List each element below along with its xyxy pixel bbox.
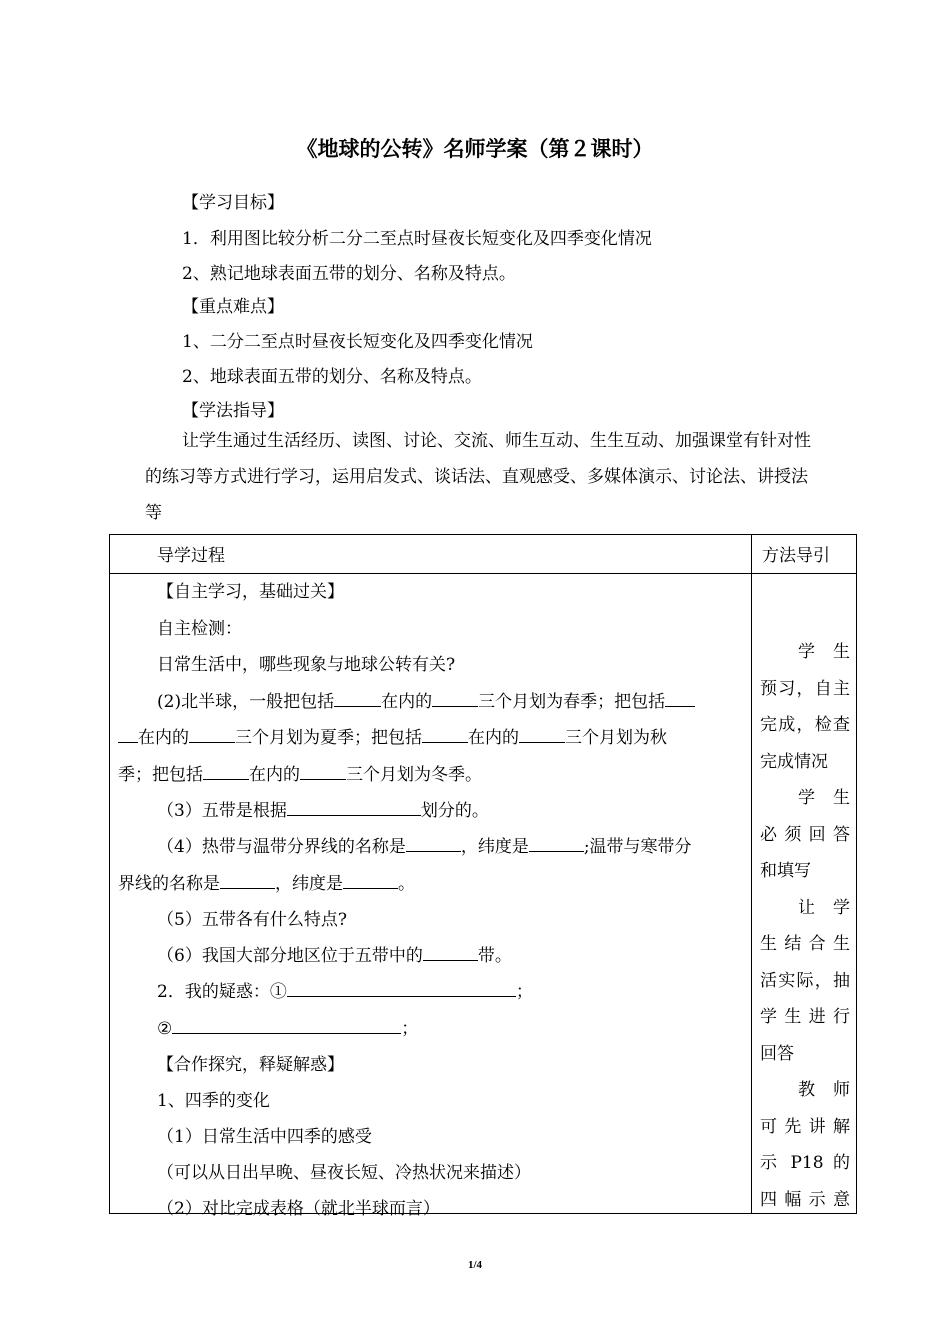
question-6: （6）我国大部分地区位于五带中的 带。: [157, 946, 512, 966]
cooperation-heading: 【合作探究，释疑解惑】: [157, 1055, 344, 1075]
self-study-heading: 【自主学习，基础过关】: [157, 582, 344, 602]
question-2-line-2: 在内的 三个月划为夏季；把包括 在内的 三个月划为秋: [118, 723, 667, 748]
question-2-line-3: 季；把包括 在内的 三个月划为冬季。: [118, 765, 482, 785]
method-text: 让学生通过生活经历、读图、讨论、交流、师生互动、生生互动、加强课堂有针对性的练习等方式进行学习，运用启发式、谈话法、直观感受、多媒体演示、讨论法、讲授法等: [145, 431, 811, 523]
header-process: [110, 535, 752, 574]
question-5: （5）五带各有什么特点?: [157, 910, 347, 930]
header-process-label: 导学过程: [157, 546, 225, 566]
method-guide-line: 活实际，抽: [760, 970, 850, 991]
objectives-heading: 【学习目标】: [182, 193, 284, 213]
guide-table: [109, 534, 857, 1219]
key-point-item-2: 2、地球表面五带的划分、名称及特点。: [182, 367, 482, 387]
process-cell: [110, 574, 752, 1219]
method-guide-line: 让 学: [798, 897, 850, 918]
objective-item-1: 1．利用图比较分析二分二至点时昼夜长短变化及四季变化情况: [182, 229, 652, 249]
question-1: 日常生活中，哪些现象与地球公转有关?: [157, 655, 456, 675]
method-guide-line: 生结合生: [760, 934, 850, 954]
method-guide-line: 可先讲解: [760, 1116, 850, 1137]
method-guide-cell: [752, 574, 857, 1214]
method-guide-line: 完成，检查: [760, 715, 850, 735]
method-heading: 【学法指导】: [182, 401, 284, 421]
page-title: 《地球的公转》名师学案（第２课时）: [296, 137, 654, 161]
method-guide-line: 回答: [760, 1043, 794, 1064]
seasons-item-1: （1）日常生活中四季的感受: [157, 1127, 372, 1147]
method-guide-line: 和填写: [760, 861, 811, 881]
method-guide-line: 必须回答: [760, 824, 850, 845]
method-guide-line: 学生进行: [760, 1007, 850, 1027]
method-guide-line: 学 生: [798, 642, 850, 662]
method-guide-line: 四幅示意: [760, 1189, 850, 1210]
key-point-item-1: 1、二分二至点时昼夜长短变化及四季变化情况: [182, 332, 533, 352]
method-guide-line: 学 生: [798, 788, 850, 808]
doubt-2: ② ；: [157, 1019, 419, 1039]
method-guide-notes: [760, 634, 850, 1218]
method-guide-line: 示 P18 的: [760, 1153, 850, 1173]
seasons-item-2: （2）对比完成表格（就北半球而言）: [157, 1199, 440, 1219]
header-method: [752, 535, 857, 574]
key-points-heading: 【重点难点】: [182, 297, 284, 317]
header-method-label: 方法导引: [762, 546, 830, 566]
seasons-heading: 1、四季的变化: [157, 1091, 270, 1111]
page-number: 1/4: [467, 1259, 483, 1271]
method-guide-line: 教 师: [798, 1080, 850, 1100]
objective-item-2: 2、熟记地球表面五带的划分、名称及特点。: [182, 264, 516, 284]
question-4-line-1: （4）热带与温带分界线的名称是 ，纬度是 ;温带与寒带分: [157, 837, 692, 857]
seasons-item-1-note: （可以从日出早晚、昼夜长短、冷热状况来描述）: [157, 1163, 531, 1183]
self-check-label: 自主检测：: [157, 619, 242, 639]
question-4-line-2: 界线的名称是 ，纬度是 。: [118, 874, 415, 894]
method-guide-line: 完成情况: [760, 751, 828, 772]
doubt-1: 2．我的疑惑：① ；: [157, 982, 533, 1002]
method-guide-line: 预习，自主: [760, 678, 850, 699]
question-3: （3）五带是根据 划分的。: [157, 801, 489, 821]
question-2-line-1: (2)北半球，一般把包括 在内的 三个月划为春季；把包括: [157, 687, 695, 712]
